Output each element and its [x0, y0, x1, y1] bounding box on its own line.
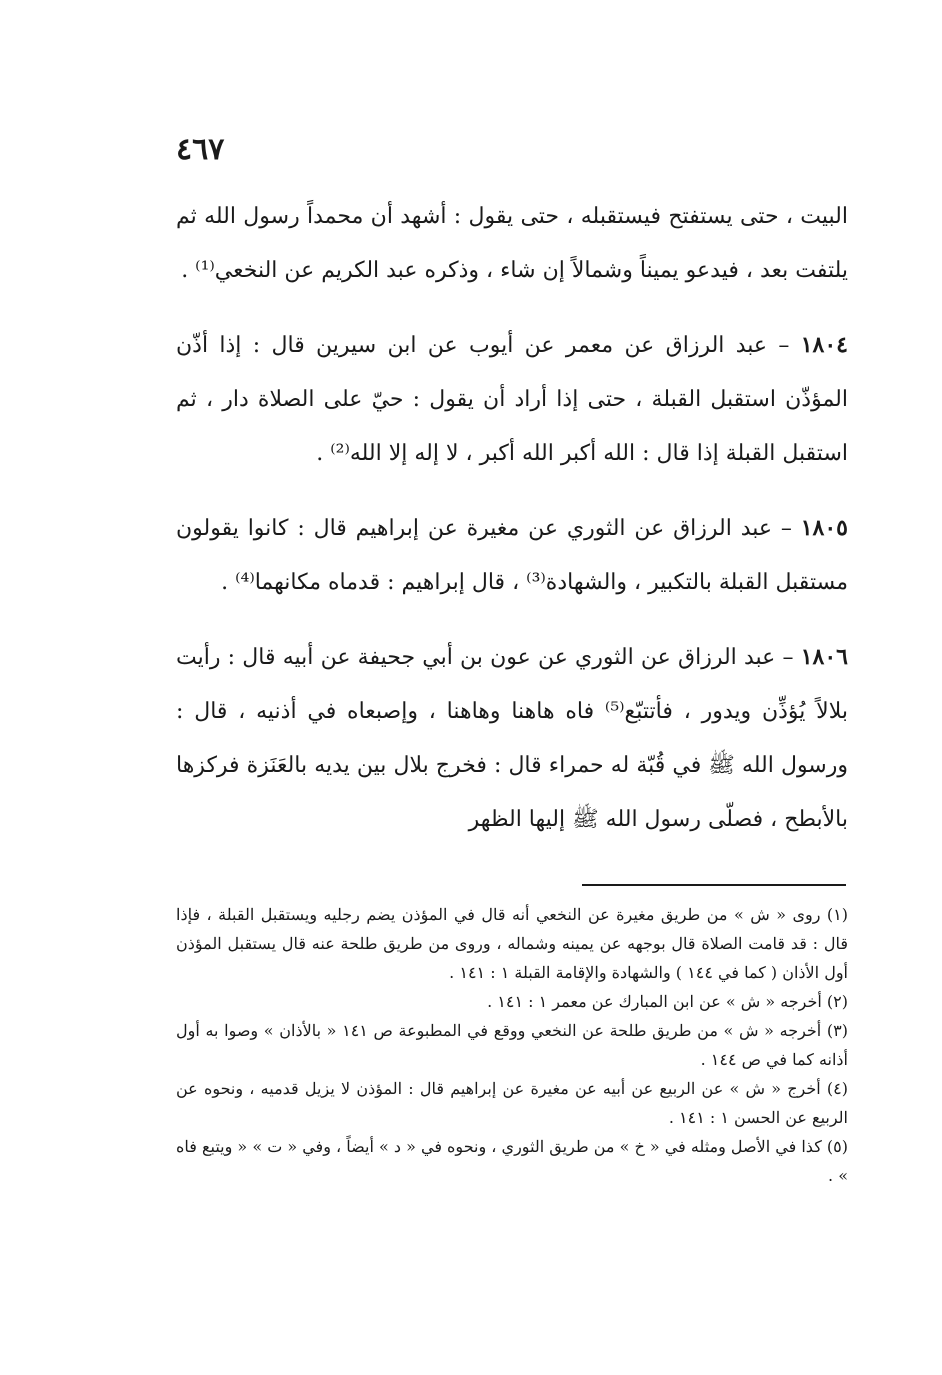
footnote-3: (٣) أخرجه « ش » من طريق طلحة عن النخعي ووقع في المطبوعة ص ١٤١ « بالأذان » وصوا به أول أذانه كما في ص ١٤٤ .: [176, 1021, 848, 1069]
hadith-text: – عبد الرزاق عن الثوري عن مغيرة عن إبراهيم قال : كانوا يقولون مستقبل القبلة بالتكبير ، والشهادة⁽³⁾ ، قال إبراهيم : قدماه مكانهما⁽⁴⁾ .: [176, 516, 848, 595]
hadith-text: – عبد الرزاق عن معمر عن أيوب عن ابن سيرين قال : إذا أذّن المؤذّن استقبل القبلة ، حتى إذا أراد أن يقول : حيّ على الصلاة دار ، ثم استقبل القبلة إذا قال : الله أكبر الله أكبر ، لا إله إلا الله⁽²⁾ .: [176, 333, 848, 466]
footnote-4: (٤) أخرج « ش » عن الربيع عن أبيه عن مغيرة عن إبراهيم قال : المؤذن لا يزيل قدميه ، ونحوه عن الربيع عن الحسن ١ : ١٤١ .: [176, 1079, 848, 1127]
main-text: [176, 190, 848, 847]
paragraph-continuation: [176, 190, 848, 298]
hadith-1806: [176, 630, 848, 847]
footnote-5: (٥) كذا في الأصل ومثله في « خ » من طريق الثوري ، ونحوه في « د » أيضاً ، وفي « ت » « ويتبع فاه » .: [176, 1137, 848, 1185]
hadith-number: ١٨٠٥: [800, 515, 848, 541]
hadith-text: – عبد الرزاق عن الثوري عن عون بن أبي جحيفة عن أبيه قال : رأيت بلالاً يُؤذِّن ويدور ، فأتتبّع⁽⁵⁾ فاه هاهنا وهاهنا ، وإصبعاه في أذنيه ، قال : ورسول الله ﷺ في قُبّة له حمراء قال : فخرج بلال بين يديه بالعَنَزة فركزها بالأبطح ، فصلّى رسول الله ﷺ إليها الظهر: [176, 645, 848, 832]
page-number: ٤٦٧: [176, 132, 225, 167]
footnote-2: (٢) أخرجه « ش » عن ابن المبارك عن معمر ١ : ١٤١ .: [487, 992, 848, 1011]
footnote-1: (١) روى « ش » من طريق مغيرة عن النخعي أنه قال في المؤذن يضم رجليه ويستقبل القبلة ، فإذا قال : قد قامت الصلاة قال بوجهه عن يمينه وشماله ، وروى من طريق طلحة عنه قال يستقبل المؤذن أول الأذان ( كما في ١٤٤ ) والشهادة والإقامة القبلة ١ : ١٤١ .: [176, 905, 849, 982]
footnotes: [176, 900, 848, 1190]
hadith-1804: [176, 318, 848, 481]
footnote-divider: [582, 884, 846, 886]
hadith-number: ١٨٠٦: [800, 644, 848, 670]
hadith-number: ١٨٠٤: [800, 332, 848, 358]
hadith-1805: [176, 501, 848, 610]
paragraph-text: البيت ، حتى يستفتح فيستقبله ، حتى يقول : أشهد أن محمداً رسول الله ثم يلتفت بعد ، فيدعو يميناً وشمالاً إن شاء ، وذكره عبد الكريم عن النخعي⁽¹⁾ .: [176, 204, 848, 283]
